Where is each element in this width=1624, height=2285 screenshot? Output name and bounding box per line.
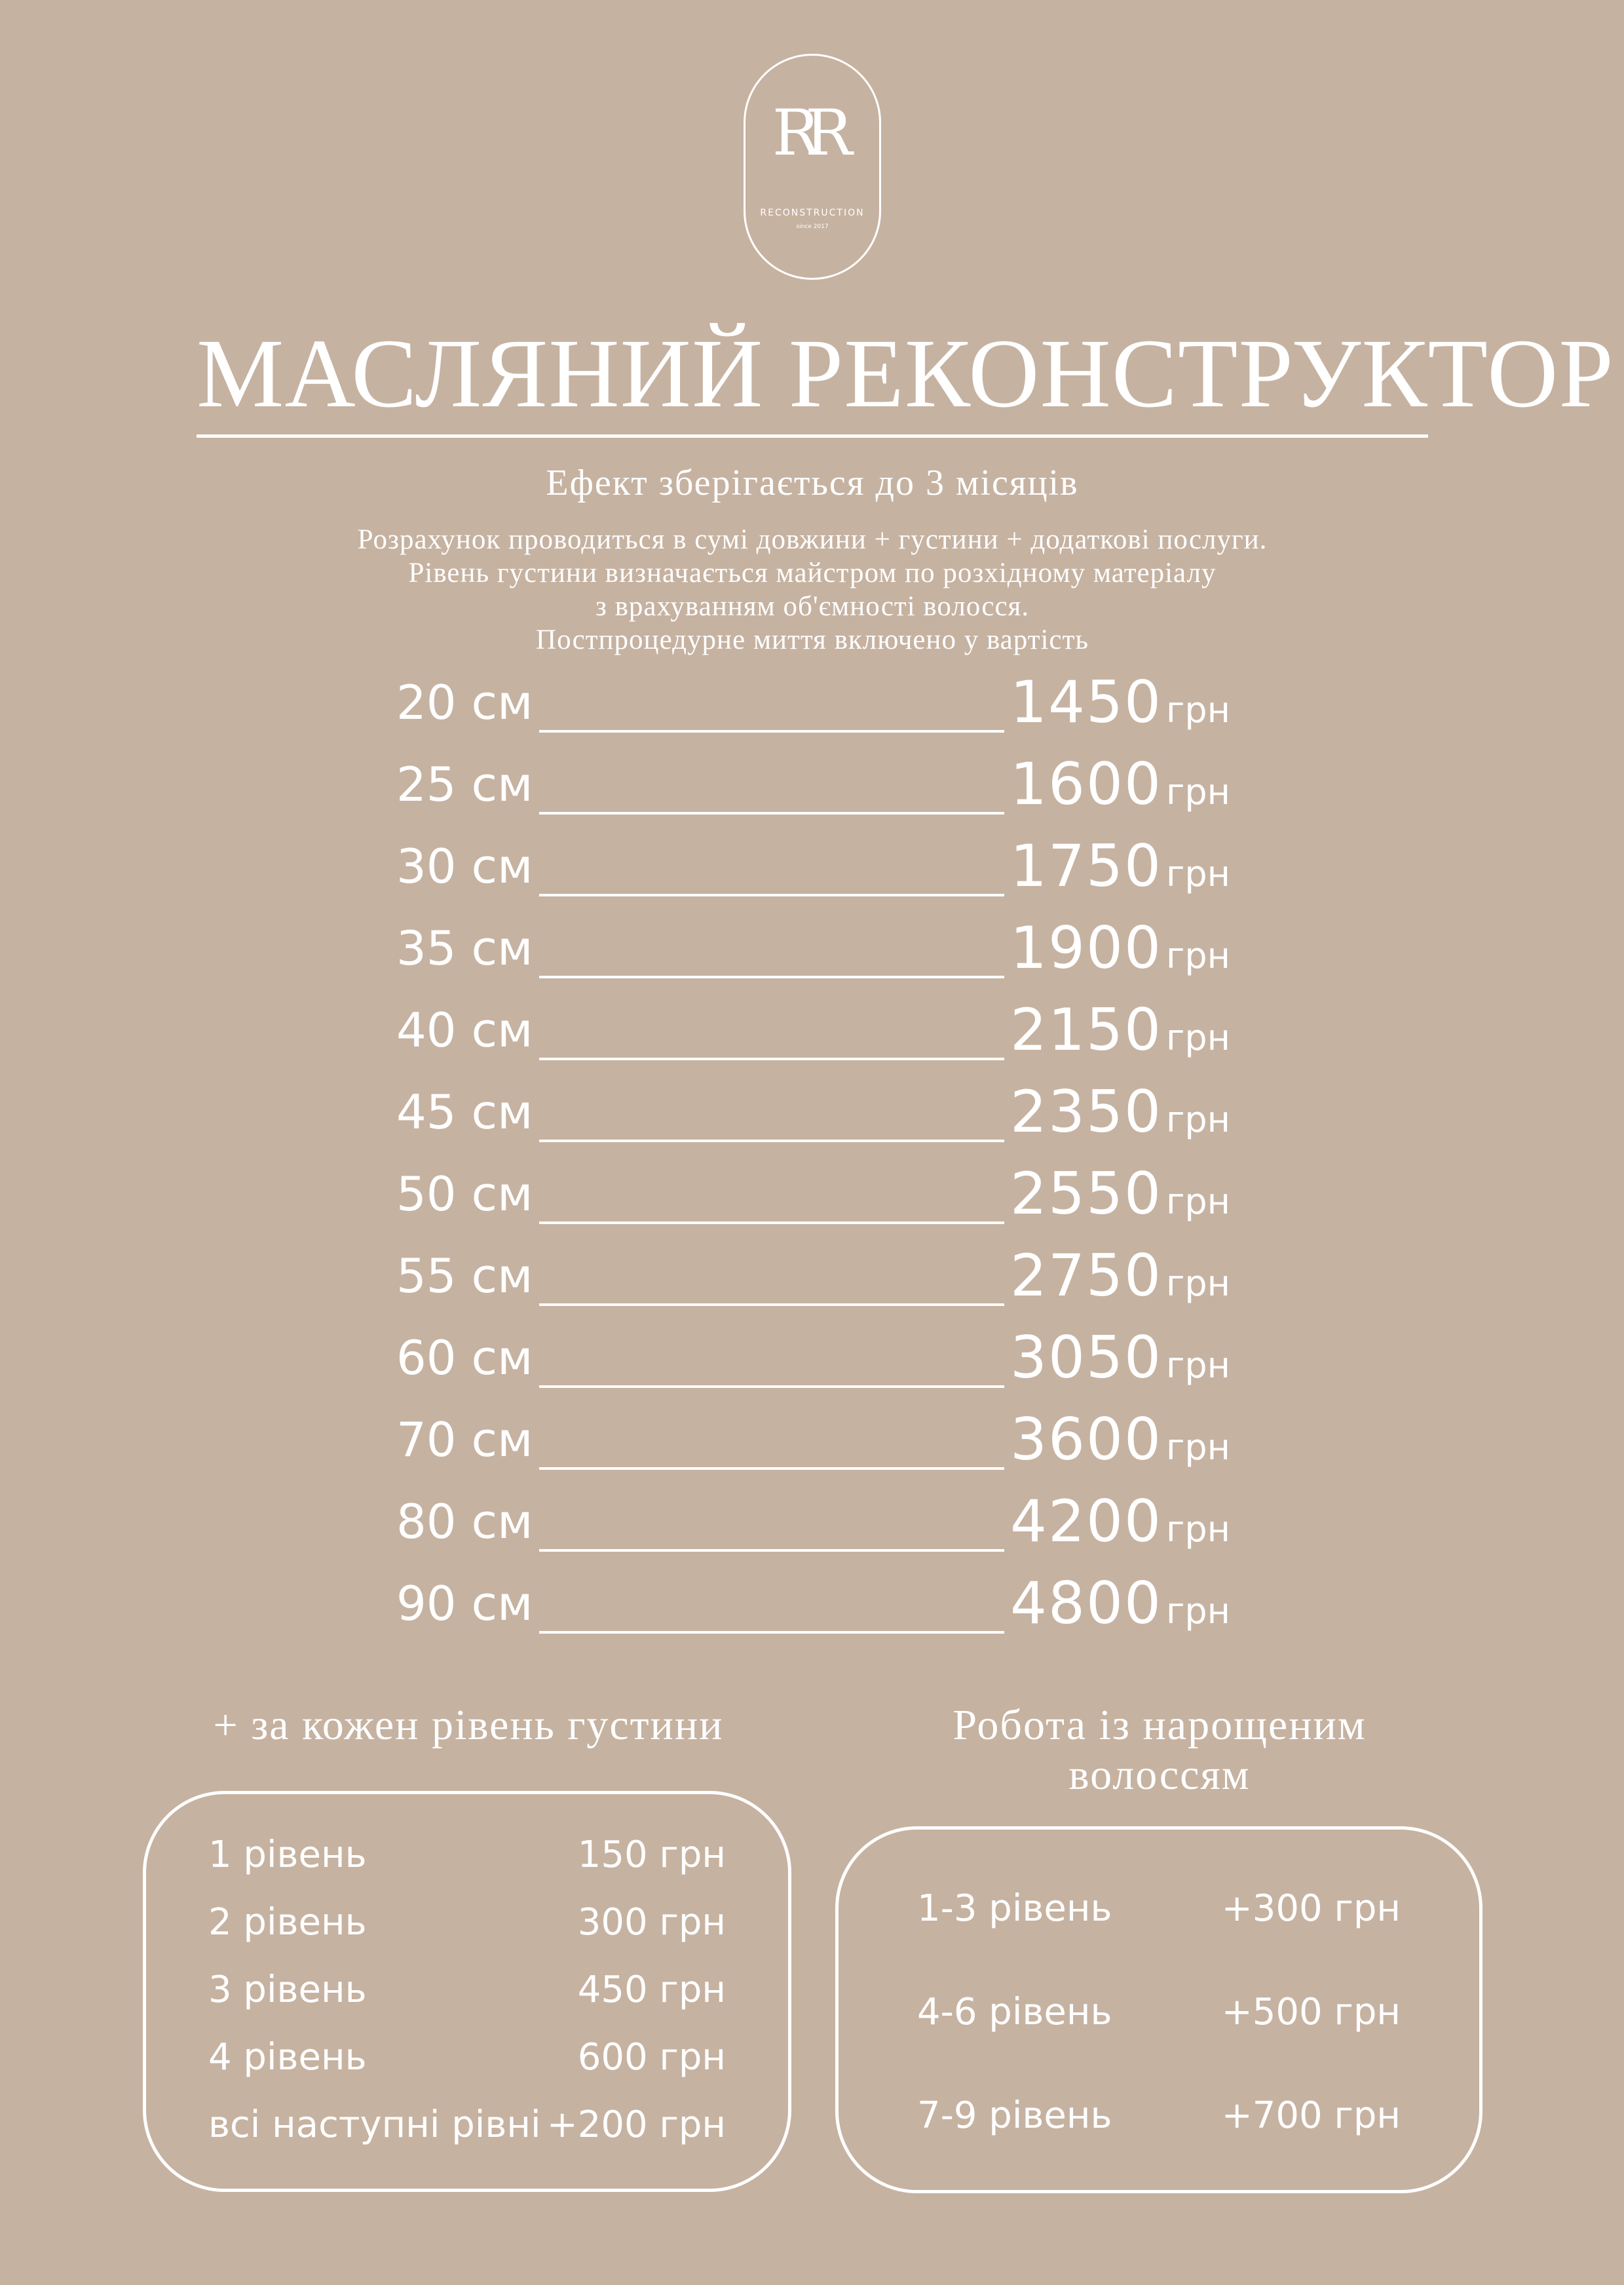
leader-line xyxy=(539,730,1004,733)
length-label: 50 см xyxy=(396,1166,533,1221)
length-label: 40 см xyxy=(396,1003,533,1058)
note-line: Постпроцедурне миття включено у вартість xyxy=(536,624,1089,655)
subtitle: Ефект зберігається до 3 місяців xyxy=(546,463,1079,503)
density-level: 3 рівень xyxy=(208,1968,367,2011)
leader-line xyxy=(539,812,1004,815)
price-row xyxy=(396,1078,1248,1160)
logo-monogram: RR xyxy=(772,96,839,170)
leader-line xyxy=(539,1221,1004,1224)
leader-line xyxy=(539,894,1004,896)
price-row xyxy=(396,668,1248,750)
density-level: 2 рівень xyxy=(208,1901,367,1944)
currency-label: грн xyxy=(1166,689,1230,731)
currency-label: грн xyxy=(1166,1345,1230,1386)
price-row xyxy=(396,1569,1248,1651)
price-row xyxy=(396,914,1248,996)
price-value: 4800 xyxy=(1010,1569,1162,1637)
note-line: з врахуванням об'ємності волосся. xyxy=(595,591,1030,622)
price-value: 2350 xyxy=(1010,1078,1162,1145)
extensions-price-box xyxy=(835,1826,1482,2193)
extension-price: +700 грн xyxy=(1221,2094,1401,2137)
price-row xyxy=(396,1160,1248,1242)
density-heading: + за кожен рівень густини xyxy=(213,1701,724,1749)
currency-label: грн xyxy=(1166,853,1230,894)
extension-level: 7-9 рівень xyxy=(917,2094,1112,2137)
currency-label: грн xyxy=(1166,1099,1230,1140)
extension-level: 1-3 рівень xyxy=(917,1887,1112,1930)
density-price: 300 грн xyxy=(577,1901,726,1944)
leader-line xyxy=(539,1467,1004,1470)
currency-label: грн xyxy=(1166,1590,1230,1632)
extensions-heading-line: Робота із нарощеним xyxy=(953,1701,1367,1749)
extension-level: 4-6 рівень xyxy=(917,1991,1112,2033)
price-value: 2150 xyxy=(1010,996,1162,1064)
density-price-box xyxy=(143,1791,791,2192)
extension-price: +300 грн xyxy=(1221,1887,1401,1930)
price-value: 1750 xyxy=(1010,832,1162,900)
length-label: 90 см xyxy=(396,1576,533,1631)
currency-label: грн xyxy=(1166,771,1230,813)
density-level: 4 рівень xyxy=(208,2036,367,2079)
pricing-notes xyxy=(197,523,1428,657)
price-value: 3600 xyxy=(1010,1406,1162,1473)
length-label: 70 см xyxy=(396,1412,533,1467)
price-value: 3050 xyxy=(1010,1324,1162,1391)
currency-label: грн xyxy=(1166,1508,1230,1550)
price-row xyxy=(396,1406,1248,1488)
price-row xyxy=(396,832,1248,914)
price-value: 1450 xyxy=(1010,668,1162,736)
extensions-heading-line: волоссям xyxy=(1068,1751,1251,1799)
leader-line xyxy=(539,1549,1004,1552)
page-title: МАСЛЯНИЙ РЕКОНСТРУКТОР xyxy=(197,319,1614,428)
price-value: 2550 xyxy=(1010,1160,1162,1227)
note-line: Розрахунок проводиться в сумі довжини + густини + додаткові послуги. xyxy=(357,524,1268,555)
price-row xyxy=(396,1488,1248,1569)
length-label: 55 см xyxy=(396,1248,533,1303)
price-row xyxy=(396,1324,1248,1406)
price-value: 2750 xyxy=(1010,1242,1162,1309)
leader-line xyxy=(539,976,1004,978)
extension-price: +500 грн xyxy=(1221,1991,1401,2033)
length-label: 20 см xyxy=(396,675,533,730)
length-price-list xyxy=(396,668,1248,1651)
density-price: +200 грн xyxy=(546,2103,726,2146)
price-value: 1600 xyxy=(1010,750,1162,818)
currency-label: грн xyxy=(1166,1017,1230,1058)
length-label: 45 см xyxy=(396,1085,533,1140)
price-row xyxy=(396,1242,1248,1324)
leader-line xyxy=(539,1058,1004,1060)
length-label: 35 см xyxy=(396,921,533,976)
leader-line xyxy=(539,1140,1004,1142)
length-label: 30 см xyxy=(396,839,533,894)
length-label: 60 см xyxy=(396,1330,533,1385)
density-price: 600 грн xyxy=(577,2036,726,2079)
density-price: 450 грн xyxy=(577,1968,726,2011)
leader-line xyxy=(539,1385,1004,1388)
brand-logo xyxy=(744,54,881,280)
logo-brand-name: RECONSTRUCTION xyxy=(760,208,865,218)
price-value: 4200 xyxy=(1010,1488,1162,1555)
density-level: 1 рівень xyxy=(208,1834,367,1876)
currency-label: грн xyxy=(1166,1263,1230,1304)
price-row xyxy=(396,750,1248,832)
leader-line xyxy=(539,1303,1004,1306)
extensions-heading xyxy=(835,1700,1484,1800)
density-price: 150 грн xyxy=(577,1834,726,1876)
note-line: Рівень густини визначається майстром по розхідному матеріалу xyxy=(408,558,1217,588)
logo-since: since 2017 xyxy=(796,223,829,230)
title-divider xyxy=(197,434,1428,438)
length-label: 25 см xyxy=(396,757,533,812)
density-level: всі наступні рівні xyxy=(208,2103,541,2146)
currency-label: грн xyxy=(1166,935,1230,976)
currency-label: грн xyxy=(1166,1427,1230,1468)
price-row xyxy=(396,996,1248,1078)
currency-label: грн xyxy=(1166,1181,1230,1222)
leader-line xyxy=(539,1631,1004,1634)
price-value: 1900 xyxy=(1010,914,1162,982)
length-label: 80 см xyxy=(396,1494,533,1549)
